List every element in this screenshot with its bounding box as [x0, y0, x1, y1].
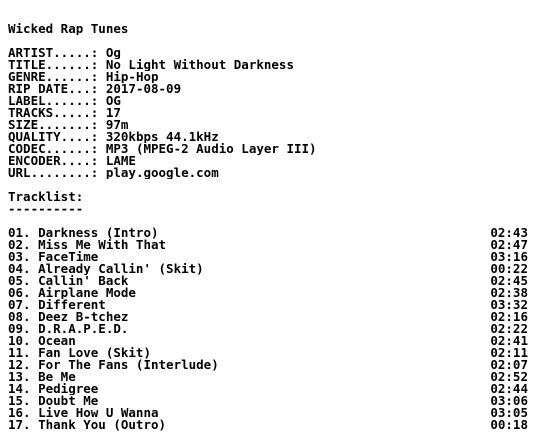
- track-duration: 03:16: [490, 251, 528, 263]
- info-value: play.google.com: [105, 167, 219, 179]
- track-name: 17. Thank You (Outro): [8, 419, 167, 431]
- track-name: 01. Darkness (Intro): [8, 227, 159, 239]
- track-row: [8, 419, 528, 431]
- info-row-encoder: [8, 155, 528, 167]
- info-value: 17: [105, 107, 121, 119]
- info-value: 2017-08-09: [105, 83, 182, 95]
- track-duration: 02:16: [490, 311, 528, 323]
- track-row: [8, 299, 528, 311]
- info-key: TRACKS.....:: [8, 107, 99, 119]
- track-duration: 03:05: [490, 407, 528, 419]
- track-row: [8, 407, 528, 419]
- track-duration: 02:45: [490, 275, 528, 287]
- spacer: [8, 35, 528, 47]
- document-title: Wicked Rap Tunes: [8, 23, 129, 35]
- info-value: No Light Without Darkness: [105, 59, 294, 71]
- info-key: ENCODER....:: [8, 155, 99, 167]
- info-row-genre: [8, 71, 528, 83]
- track-duration: 02:07: [490, 359, 528, 371]
- track-name: 07. Different: [8, 299, 106, 311]
- track-duration: 02:44: [490, 383, 528, 395]
- track-row: [8, 263, 528, 275]
- track-row: [8, 311, 528, 323]
- info-key: URL........:: [8, 167, 99, 179]
- info-value: Hip-Hop: [105, 71, 159, 83]
- info-key: QUALITY....:: [8, 131, 99, 143]
- track-duration: 02:43: [490, 227, 528, 239]
- track-duration: 02:22: [490, 323, 528, 335]
- track-name: 12. For The Fans (Interlude): [8, 359, 219, 371]
- info-row-quality: [8, 131, 528, 143]
- info-block: [8, 47, 528, 179]
- track-duration: 03:06: [490, 395, 528, 407]
- track-duration: 02:52: [490, 371, 528, 383]
- track-name: 03. FaceTime: [8, 251, 99, 263]
- info-row-artist: [8, 47, 528, 59]
- info-key: SIZE.......:: [8, 119, 99, 131]
- nfo-content: [8, 23, 528, 431]
- info-key: ARTIST.....:: [8, 47, 99, 59]
- track-name: 04. Already Callin' (Skit): [8, 263, 204, 275]
- info-row-codec: [8, 143, 528, 155]
- track-name: 13. Be Me: [8, 371, 76, 383]
- track-list: [8, 227, 528, 431]
- track-row: [8, 335, 528, 347]
- track-name: 10. Ocean: [8, 335, 76, 347]
- track-row: [8, 371, 528, 383]
- info-value: 97m: [105, 119, 129, 131]
- track-name: 16. Live How U Wanna: [8, 407, 159, 419]
- info-value: OG: [105, 95, 121, 107]
- track-row: [8, 251, 528, 263]
- track-name: 15. Doubt Me: [8, 395, 99, 407]
- info-row-title: [8, 59, 528, 71]
- track-duration: 00:22: [490, 263, 528, 275]
- track-row: [8, 359, 528, 371]
- spacer: [8, 179, 528, 191]
- track-row: [8, 239, 528, 251]
- info-value: MP3 (MPEG-2 Audio Layer III): [105, 143, 317, 155]
- track-duration: 00:18: [490, 419, 528, 431]
- track-duration: 02:41: [490, 335, 528, 347]
- track-duration: 02:38: [490, 287, 528, 299]
- info-row-size: [8, 119, 528, 131]
- track-duration: 02:47: [490, 239, 528, 251]
- track-name: 14. Pedigree: [8, 383, 99, 395]
- track-row: [8, 227, 528, 239]
- spacer: [8, 215, 528, 227]
- info-row-tracks: [8, 107, 528, 119]
- track-name: 09. D.R.A.P.E.D.: [8, 323, 129, 335]
- info-key: CODEC......:: [8, 143, 99, 155]
- info-key: TITLE......:: [8, 59, 99, 71]
- info-key: GENRE......:: [8, 71, 99, 83]
- info-value: 320kbps 44.1kHz: [105, 131, 219, 143]
- info-key: LABEL......:: [8, 95, 99, 107]
- track-name: 05. Callin' Back: [8, 275, 129, 287]
- info-key: RIP DATE...:: [8, 83, 99, 95]
- track-row: [8, 275, 528, 287]
- track-row: [8, 347, 528, 359]
- track-row: [8, 383, 528, 395]
- info-row-label: [8, 95, 528, 107]
- track-duration: 03:32: [490, 299, 528, 311]
- tracklist-heading: Tracklist:: [8, 191, 84, 203]
- track-row: [8, 287, 528, 299]
- info-value: Og: [105, 47, 121, 59]
- track-duration: 02:11: [490, 347, 528, 359]
- track-name: 02. Miss Me With That: [8, 239, 167, 251]
- info-row-rip-date: [8, 83, 528, 95]
- track-name: 08. Deez B-tchez: [8, 311, 129, 323]
- info-value: LAME: [105, 155, 136, 167]
- track-name: 11. Fan Love (Skit): [8, 347, 151, 359]
- track-row: [8, 395, 528, 407]
- tracklist-underline: ----------: [8, 203, 84, 215]
- track-name: 06. Airplane Mode: [8, 287, 136, 299]
- info-row-url: [8, 167, 528, 179]
- track-row: [8, 323, 528, 335]
